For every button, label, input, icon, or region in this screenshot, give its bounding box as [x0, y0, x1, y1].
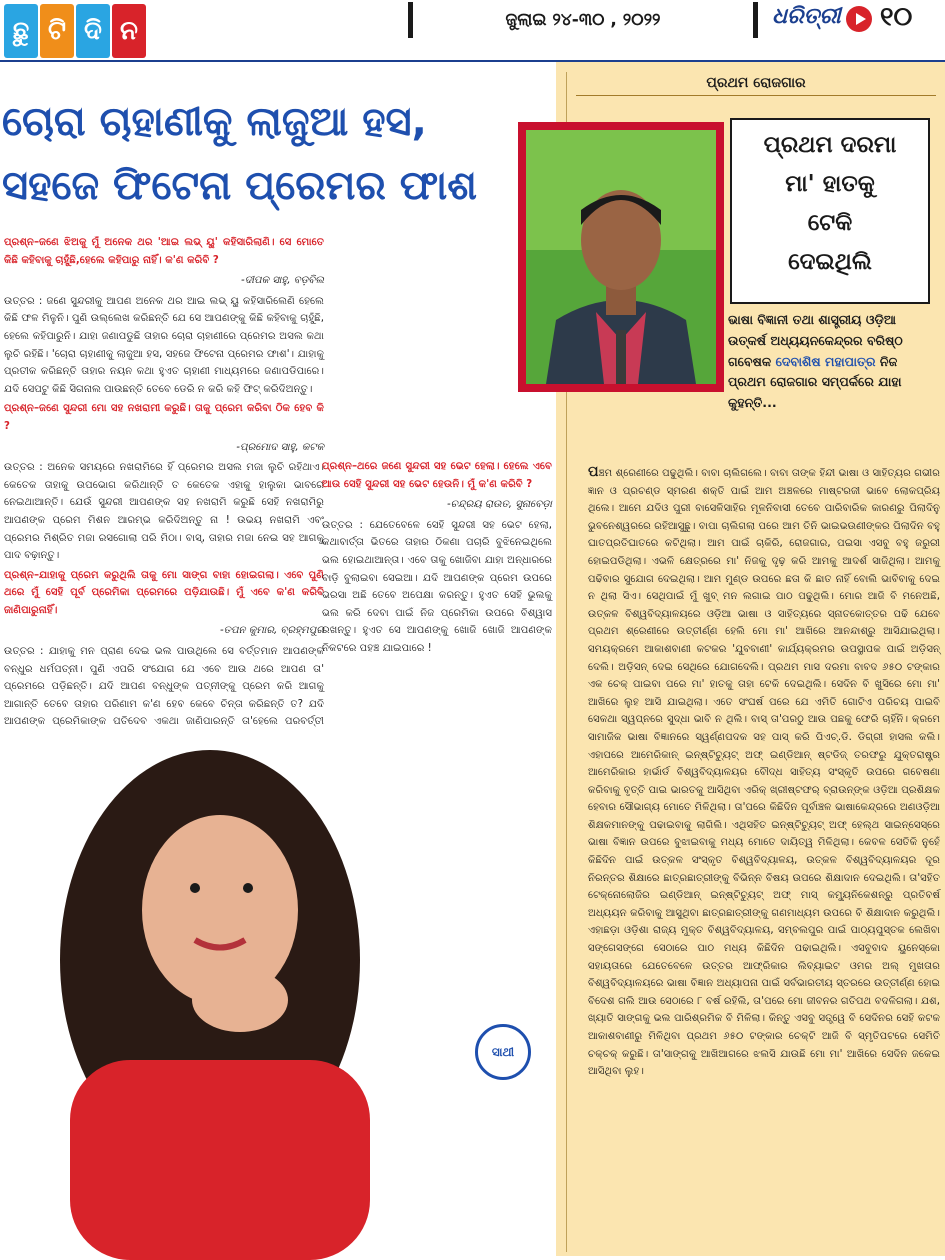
- answer-4: ଉତ୍ତର : ଯେତେବେଳେ ସେହି ସୁନ୍ଦରୀ ସହ ଭେଟ ହେଲା, କଥାବାର୍ତ୍ତା ଭିତରେ ତାହାର ଠିକଣା ପଚାରି ବୁଝିନେଇଥିଲେ ଭଲ ହୋଇଥାଆନ୍ତା। ଏବେ ତାକୁ ଖୋଜିବା ଯାହା ଅନ୍ଧାରରେ ବାଡ଼ି ବୁଲାଇବା ସେଇଆ। ଯଦି ଆପଣଙ୍କ ପ୍ରେମ ଉପରେ ଭରସା ଅଛି ତେବେ ଅପେକ୍ଷା କରନ୍ତୁ। ହୁଏତ ସେହି ଭୁଲକୁ ଭଲ କରି ଦେବା ପାଇଁ ନିଜ ପ୍ରେମିକା ଉପରେ ବିଶ୍ୱାସ ରଖନ୍ତୁ। ହୁଏତ ସେ ଆପଣଙ୍କୁ ଖୋଜି ଖୋଜି ଆପଣଙ୍କ ନିକଟରେ ପହଞ୍ଚ ଯାଇପାରେ !: [322, 519, 552, 654]
- question-3-signature: -ତପନ କୁମାର, ବ୍ରହ୍ମପୁର: [219, 625, 324, 637]
- qa-column-1: [4, 234, 324, 728]
- headline-line-2: ସହଜେ ଫିଟେନା ପ୍ରେମର ଫାଶ: [2, 163, 477, 209]
- saathi-badge: ସାଥୀ: [475, 1024, 531, 1080]
- article-body: ଞ୍ଚମ ଶ୍ରେଣୀରେ ପଢୁଥିଲି। ବାବା ଚାଲିଗଲେ। ବାବା ତାଙ୍କ ହିନ୍ଦୀ ଭାଷା ଓ ସାହିତ୍ୟର ଗଭୀର ଜ୍ଞାନ ଓ ପ୍ରଚଣ୍ଡ ସ୍ମରଣ ଶକ୍ତି ପାଇଁ ଆମ ଅଞ୍ଚଳରେ ମାଷ୍ଟରଜୀ ଭାବେ ଲୋକପ୍ରିୟ ଥିଲେ। ଆମେ ଯଦିଓ ପୁରୀ ବାସେଳିସାହିର ମୂଳନିବାସୀ ତେବେ ପାରିବାରିକ କାରଣରୁ ପିଲାଦିନୁ ଭୁବନେଶ୍ୱରରେ ରହିଆସୁଛୁ। ବାପା ଚାଲିଗଲା ପରେ ଆମ ତିନି ଭାଇଭଉଣୀଙ୍କର ପିଲାଦିନ ବହୁ ଘାତପ୍ରତିଘାତରେ କଟିଥିଲା। ଆମ ପାଇଁ ଚାକିରି, ରୋଜଗାର, ପଇସା ଏସବୁ ବହୁ ଜରୁରୀ ହୋଇପଡିଥିଲା। ଏଭଳି କ୍ଷେତ୍ରରେ ମା' ନିଜକୁ ଦୃଢ଼ କରି ଆମକୁ ଆଦର୍ଶ ସାଜିଥିଲା। ଆମକୁ ପଢିବାର ସୁଯୋଗ ଦେଇଥିଲା। ଆମ ମୁଣ୍ଡ ଉପରେ ଛତା କି ଛାତ ନାହିଁ ବୋଲି ଭାବିବାକୁ ଦେଇ ନ ଥିଲା ସିଏ। ସେଥିପାଇଁ ମୁଁ ଖୁବ୍ ମନ ଲଗାଇ ପାଠ ପଢୁଥିଲି। ମୋର ଆଜି ବି ମନେଅଛି, ଉତ୍କଳ ବିଶ୍ୱବିଦ୍ୟାଳୟରେ ଓଡ଼ିଆ ଭାଷା ଓ ସାହିତ୍ୟରେ ସ୍ନାତକୋତ୍ତର ପଢି ଯେବେ ପ୍ରଥମ ଶ୍ରେଣୀରେ ଉତ୍ତୀର୍ଣ୍ଣ ହେଲି ମୋ ମା' ଆଖିରେ ଆନନ୍ଦାଶ୍ରୁ ଆସିଯାଇଥିଲା। ସମୟକ୍ରମେ ଆକାଶବାଣୀ କଟକର 'ଯୁବବାଣୀ' କାର୍ଯ୍ୟକ୍ରମର ଉପସ୍ଥାପକ ପାଇଁ ଅଡ଼ିସନ୍ ଦେଲି। ଅଡ଼ିସନ୍ ଦେଇ ସେଥିରେ ଯୋଗଦେଲି। ପ୍ରଥମ ମାସ ଦରମା ବାବଦ ୬୫୦ ଟଙ୍କାର ଏକ ଚେକ୍ ପାଇବା ପରେ ମା' ହାତକୁ ତାହା ଟେକି ଦେଇଥିଲି। ସେଦିନ ବି ଖୁସିରେ ମୋ ମା' ଆଖିରେ ଲୁହ ଆସି ଯାଇଥିଲା। ଏତେ ସଂଘର୍ଷ ପରେ ଯେ ଏମିତି ଗୋଟିଏ ପରିଚୟ ପାଇବି ସେକଥା ସ୍ୱପ୍ନରେ ସୁଦ୍ଧା ଭାବି ନ ଥିଲି। ବାସ୍ ତା'ପରଠୁ ଆଉ ପଛକୁ ଫେରି ଚାହିଁନି। କ୍ରମେ ସାମାଜିକ ଭାଷା ବିଜ୍ଞାନରେ ସ୍ୱର୍ଣ୍ଣପଦକ ସହ ପାସ୍ କରି ପିଏଚ୍.ଡି. ଡିଗ୍ରୀ ହାସଲ କଲି। ଏହାପରେ ଆମେରିକାନ୍ ଇନ୍ଷ୍ଟିଚ୍ୟୁଟ୍ ଅଫ୍ ଇଣ୍ଡିଆନ୍ ଷ୍ଟଡିଜ୍ ତରଫରୁ ଯୁକ୍ତରାଷ୍ଟ୍ର ଆମେରିକାର ହାର୍ଭାର୍ଡ ବିଶ୍ୱବିଦ୍ୟାଳୟର ବୌଦ୍ଧ ସାହିତ୍ୟ ସଂସ୍କୃତି ଉପରେ ଗବେଷଣା କରିବାକୁ ବୃତ୍ତି ପାଇ ଭାରତକୁ ଆସିଥିବା ଏରିକ୍ ଖ୍ରୀଷ୍ଟଫର୍ ବ୍ରାଉନ୍ଙ୍କ ଓଡ଼ିଆ ପ୍ରଶିକ୍ଷକ ହେବାର ସୌଭାଗ୍ୟ ମୋତେ ମିଳିଥିଲା। ତା'ପରେ କିଛିଦିନ ପୂର୍ବାଞ୍ଚଳ ଭାଷାକେନ୍ଦ୍ରରେ ଅଣଓଡ଼ିଆ ଶିକ୍ଷକମାନଙ୍କୁ ପଢାଇବାକୁ ଲାଗିଲି। ଏଥିସହିତ ଇନ୍ଷ୍ଟିଚ୍ୟୁଟ୍ ଅଫ୍ ହେଲ୍ଥ ସାଇନ୍ସେସ୍ରେ ଭାଷା ବିଜ୍ଞାନ ଉପରେ ବୁଝାଇବାକୁ ମଧ୍ୟ ମୋତେ ଦାୟିତ୍ୱ ମିଳିଥିଲା। କେବଳ ସେତିକି ନୁହେଁ କିଛିଦିନ ପାଇଁ ଉତ୍କଳ ସଂସ୍କୃତ ବିଶ୍ୱବିଦ୍ୟାଳୟ, ଉତ୍କଳ ବିଶ୍ୱବିଦ୍ୟାଳୟର ଦୂର ନିରନ୍ତର ଶିକ୍ଷାରେ ଛାତ୍ରଛାତ୍ରୀଙ୍କୁ ବିଭିନ୍ନ ବିଷୟ ଉପରେ ଶିକ୍ଷାଦାନ ଦେଇଥିଲି। ତା'ସହିତ ଟେକ୍ନୋଲୋଜିର ଇଣ୍ଡିଆନ୍ ଇନ୍ଷ୍ଟିଚ୍ୟୁଟ୍ ଅଫ୍ ମାସ୍ କମ୍ୟୁନିକେଶନ୍ରୁ ପ୍ରତିବର୍ଷ ଅଧ୍ୟୟନ କରିବାକୁ ଆସୁଥିବା ଛାତ୍ରଛାତ୍ରୀଙ୍କୁ ଗଣମାଧ୍ୟମ ଉପରେ ବି ଶିକ୍ଷାଦାନ କରୁଥିଲି। ଏହାଛଡ଼ା ଓଡ଼ିଶା ରାଜ୍ୟ ମୁକ୍ତ ବିଶ୍ୱବିଦ୍ୟାଳୟ, ସମ୍ବଲପୁର ପାଇଁ ପାଠ୍ୟପୁସ୍ତକ ଲେଖିବା ସଙ୍ଗେସଙ୍ଗେ ସେଠାରେ ପାଠ ମଧ୍ୟ କିଛିଦିନ ପଢାଇଥିଲି। ଏସବୁବାଦ ୟୁନେସ୍କୋ ସହାୟତାରେ ଯେତେବେଳେ ଉତ୍ତର ଆଫ୍ରିକାର ଲିବ୍ୟାଇଟ ଓମର ଅଲ୍ ମୁଖତାର ବିଶ୍ୱବିଦ୍ୟାଳୟରେ ଭାଷା ବିଜ୍ଞାନ ଅଧ୍ୟାପନା ପାଇଁ ସର୍ବଭାରତୀୟ ସ୍ତରରେ ଉତ୍ତୀର୍ଣ୍ଣ ହୋଇ ବିଦେଶ ଗଲି ଆଉ ସେଠାରେ ୮ ବର୍ଷ ରହିଲି, ତା'ପରେ ମୋ ଜୀବନର ଗତିପଥ ବଦଳିଗଲା। ଯଶ, ଖ୍ୟାତି ସାଙ୍ଗକୁ ଭଲ ପାରିଶ୍ରମିକ ବି ମିଳିଲା। କିନ୍ତୁ ଏସବୁ ସତ୍ତ୍ୱେ ବି ସେଦିନର ସେହି କଟକ ଆକାଶବାଣୀରୁ ମିଳିଥିବା ପ୍ରଥମ ୬୫୦ ଟଙ୍କାର ଚେକ୍ଟି ଆଜି ବି ସ୍ମୃତିପଟରେ ସେମିତି ଚକ୍‌ଚକ୍ କରୁଛି। ତା'ସାଙ୍ଗକୁ ଆଖିଆଗରେ ଝଲସି ଯାଉଛି ମୋ ମା' ଆଖିରେ ସେଦିନ ଜକେଇ ଆସିଥିବା ଲୁହ।: [588, 468, 940, 1078]
- brand-logo: [4, 4, 146, 58]
- advice-column: [0, 62, 556, 1256]
- feature-title: [730, 118, 930, 304]
- girl-illustration: [0, 730, 420, 1256]
- question-2: ପ୍ରଶ୍ନ–ଜଣେ ସୁନ୍ଦରୀ ମୋ ସହ ନଖରାମୀ କରୁଛି। ତାକୁ ପ୍ରେମ କରିବା ଠିକ ହେବ କି ?: [4, 403, 324, 432]
- page-number: ୧୦: [880, 2, 913, 32]
- answer-2: ଉତ୍ତର : ଅନେକ ସମୟରେ ନଖରାମିରେ ହିଁ ପ୍ରେମର ଅସଲ ମଜା ଲୁଚି ରହିଥାଏ। କେତେକ ତାହାକୁ ଉପଭୋଗ କରିଥାନ୍ତି ତ କେତେକ ଏହାକୁ ହାଲୁକା ଭାବରେ ନେଇଥାଆନ୍ତି। ଯେଉଁ ସୁନ୍ଦରୀ ଆପଣଙ୍କ ସହ ନଖରାମି କରୁଛି ସେହି ନଖରାମିରୁ ଆପଣଙ୍କ ପ୍ରେମ ମିଶନ ଆରମ୍ଭ କରିଦିଅନ୍ତୁ ନା ! ଉଭୟ ନଖରାମି ଏବଂ ପ୍ରେମର ମିଶ୍ରିତ ମଜା ରସଗୋଲା ପରି ମିଠା। ବାସ୍, ତାହାର ମଜା ନେଇ ସହ ଆଗକୁ ପାଦ ବଢ଼ାନ୍ତୁ।: [4, 462, 324, 562]
- intro-suffix: ନିଜ ପ୍ରଥମ ରୋଜଗାର ସମ୍ପର୍କରେ ଯାହା କୁହନ୍ତି...: [728, 353, 902, 411]
- intro-prefix: ଭାଷା ବିଜ୍ଞାନୀ ତଥା ଶାସ୍ତ୍ରୀୟ ଓଡ଼ିଆ ଉତ୍କର୍ଷ ଅଧ୍ୟୟନକେନ୍ଦ୍ରର ବରିଷ୍ଠ ଗବେଷକ: [728, 312, 903, 369]
- section-tag: ପ୍ରଥମ ରୋଜଗାର: [576, 70, 936, 96]
- question-4-signature: -ଚନ୍ଦ୍ରୟ ରାଉତ, ସୁନାବେଡ଼ା: [446, 499, 552, 511]
- feature-article: [588, 464, 940, 1081]
- feature-title-line-3: ଟେକି: [807, 210, 853, 236]
- issue-date: ଜୁଲାଇ ୨୪-୩୦ , ୨୦୨୨: [408, 2, 758, 38]
- brand-tile-2: ଟି: [40, 4, 74, 58]
- question-1: ପ୍ରଶ୍ନ–ଜଣେ ଝିଅକୁ ମୁଁ ଅନେକ ଥର 'ଆଇ ଲଭ୍ ୟୁ' କହିସାରିଲାଣି। ସେ ମୋତେ କିଛି କହିବାକୁ ଚାହୁଁଛି,ହେଲେ କହିପାରୁ ନାହିଁ। କ'ଣ କରିବି ?: [4, 237, 324, 266]
- question-4: ପ୍ରଶ୍ନ–ଥରେ ଜଣେ ସୁନ୍ଦରୀ ସହ ଭେଟ ହେଲା। ହେଲେ ଏବେ ଆଉ ସେହି ସୁନ୍ଦରୀ ସହ ଭେଟ ହେଉନି। ମୁଁ କ'ଣ କରିବି ?: [322, 461, 552, 490]
- masthead: [0, 0, 945, 62]
- answer-1: ଉତ୍ତର : ଜଣେ ସୁନ୍ଦରୀକୁ ଆପଣ ଅନେକ ଥର ଆଇ ଲଭ୍ ୟୁ କହିସାରିଲେଣି ହେଲେ କିଛି ଫଳ ମିଳୁନି। ପୁଣି ଉଲ୍ଲେଖ କରିଛନ୍ତି ଯେ ସେ ଆପଣଙ୍କୁ କିଛି କହିବାକୁ ଚାହୁଁଛି, ହେଲେ କହିପାରୁନି। ଯାହା ଜଣାପଡୁଛି ତାହାର ଚୋରା ଚାହାଣୀରେ ପ୍ରେମର ଅସଲ କଥା ଲୁଚି ରହିଛି। 'ଚୋରା ଚାହାଣୀକୁ ଲାଜୁଆ ହସ, ସହଜେ ଫିଟେନା ପ୍ରେମର ଫାଶ'। ଯାହାକୁ ପ୍ରତୀକ କରିଛନ୍ତି ତାହାର ନୟନ କଥା ହୁଏତ ଚାହାଣୀ ମାଧ୍ୟମରେ ଜଣାପଡିପାରେ। ଯଦି ସେପଟୁ କିଛି ସିଗନାଲ ପାଉଛନ୍ତି ତେବେ ଡେରି ନ କରି କହି ଫିଟ୍ କରିଦିଅନ୍ତୁ।: [4, 295, 324, 395]
- feature-title-line-4: ଦେଇଥିଲି: [788, 249, 872, 275]
- brand-tile-4: ନ: [112, 4, 146, 58]
- brand-tile-3: ଦି: [76, 4, 110, 58]
- girl-photo: [0, 730, 420, 1256]
- question-3: ପ୍ରଶ୍ନ–ଯାହାକୁ ପ୍ରେମ କରୁଥିଲି ତାକୁ ମୋ ସାଙ୍ଗ ବାହା ହୋଇଗଲା। ଏବେ ପୁଣି ଥରେ ମୁଁ ସେହି ପୂର୍ବ ପ୍ରେମିକା ପ୍ରେମରେ ପଡ଼ିଯାଉଛି। ମୁଁ ଏବେ କ'ଣ କରିବି ଜାଣିପାରୁନାହିଁ।: [4, 569, 324, 616]
- page-headline: [2, 90, 552, 218]
- question-1-signature: -ଦୀପକ ସାହୁ, ବଡ଼ବିଲ: [241, 275, 324, 287]
- intro-person-name: ଦେବାଶିଷ ମହାପାତ୍ର: [775, 353, 876, 369]
- feature-title-line-2: ମା' ହାତକୁ: [785, 171, 875, 197]
- newspaper-logo: ଧରିତ୍ରୀ: [772, 4, 841, 29]
- brand-tile-1: ଛୁ: [4, 4, 38, 58]
- feature-intro: [728, 310, 936, 414]
- question-2-signature: -ପ୍ରମୋଦ ସାହୁ, କଟକ: [236, 441, 324, 453]
- answer-3: ଉତ୍ତର : ଯାହାକୁ ମନ ପ୍ରାଣ ଦେଇ ଭଲ ପାଉଥିଲେ ସେ ବର୍ତ୍ତମାନ ଆପଣଙ୍କ ବନ୍ଧୁର ଧର୍ମପତ୍ନୀ। ପୁଣି ଏପରି ସଂଯୋଗ ଯେ ଏବେ ଆଉ ଥରେ ଆପଣ ତା' ପ୍ରେମରେ ପଡ଼ିଛନ୍ତି। ଯଦି ଆପଣ ବନ୍ଧୁଙ୍କ ପତ୍ନୀଙ୍କୁ ପ୍ରେମ କରି ଆଗକୁ ଆଗାନ୍ତି ତେବେ ତାହାର ପରିଣାମ କ'ଣ ହେବ କେବେ ଚିନ୍ତା କରିଛନ୍ତି ତ? ଯଦି ଆପଣଙ୍କ ପ୍ରେମିକାଙ୍କ ପତିଦେବ ଏକଥା ଜାଣିପାରନ୍ତି ତା'ହେଲେ ପରବର୍ତ୍ତୀ: [4, 646, 324, 728]
- feature-title-line-1: ପ୍ରଥମ ଦରମା: [763, 132, 897, 158]
- article-dropcap: ପ: [588, 464, 599, 480]
- play-icon: [846, 6, 872, 32]
- man-portrait: [526, 130, 716, 384]
- portrait-frame: [518, 122, 724, 392]
- headline-line-1: ଚୋରା ଚାହାଣୀକୁ ଲାଜୁଆ ହସ,: [2, 99, 427, 145]
- portrait-photo: [526, 130, 716, 384]
